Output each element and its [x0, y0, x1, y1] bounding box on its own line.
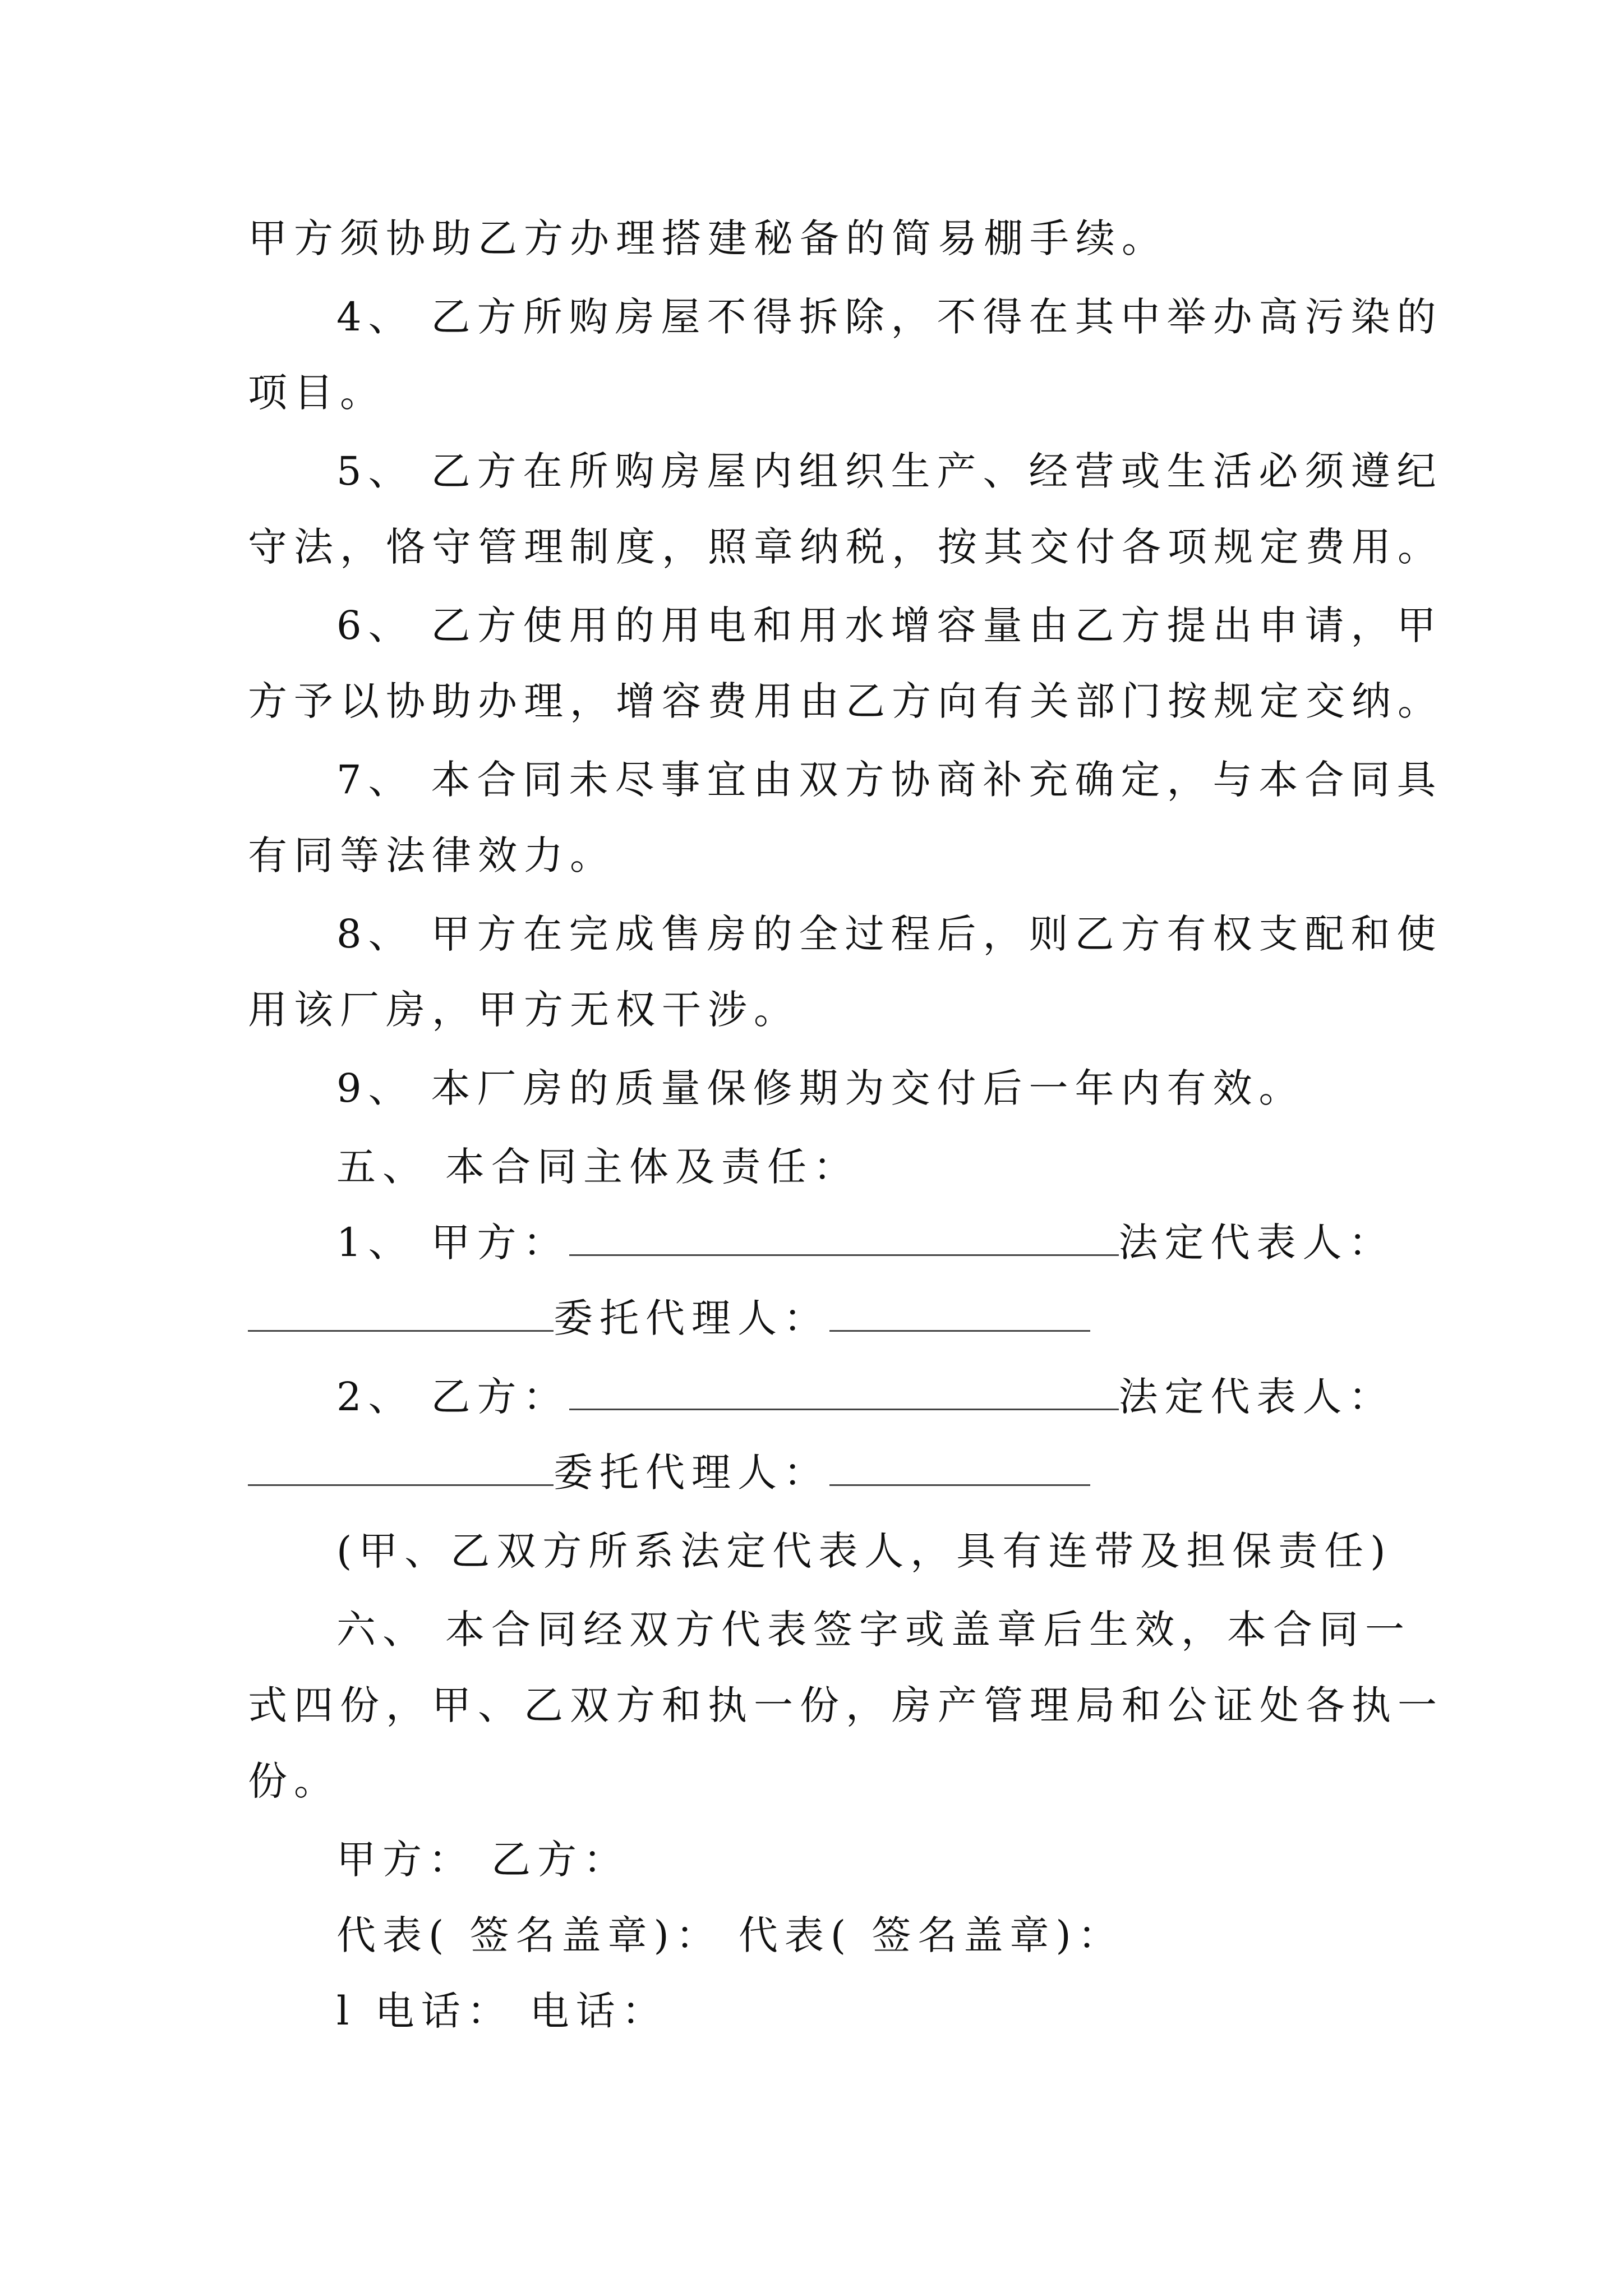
clause-text: 乙方在所购房屋内组织生产、经营或生活必须遵纪	[431, 448, 1443, 494]
signature-representatives	[336, 1907, 1486, 1963]
party-2-name-blank[interactable]	[569, 1369, 1119, 1410]
signature-rep-a: 代表( 签名盖章)：	[336, 1912, 722, 1958]
party-1-line-2	[248, 1290, 1398, 1346]
clause-8-line-1	[336, 906, 1486, 962]
signature-party-a: 甲方：	[336, 1837, 474, 1883]
section-text: 本合同经双方代表签字或盖章后生效，本合同一	[445, 1607, 1411, 1653]
clause-8-line-2: 用该厂房，甲方无权干涉。	[248, 987, 800, 1033]
clause-number: 4、	[336, 294, 414, 340]
legal-rep-label: 法定代表人：	[1118, 1374, 1395, 1420]
phone-a: l 电话：	[336, 1988, 513, 2034]
clause-4-line-2: 项目。	[248, 370, 386, 416]
party-number: 2、	[336, 1374, 414, 1420]
section-6-line-3: 份。	[248, 1758, 340, 1804]
party-2-line-2	[248, 1444, 1398, 1501]
signature-party-b: 乙方：	[491, 1837, 629, 1883]
signature-phones	[336, 1983, 1486, 2039]
party-1-line-1	[336, 1214, 1486, 1271]
section-title: 本合同主体及责任：	[445, 1144, 859, 1190]
clause-text: 乙方使用的用电和用水增容量由乙方提出申请，甲	[431, 602, 1443, 648]
agent-label: 委托代理人：	[554, 1295, 829, 1341]
party-2-legal-rep-blank[interactable]	[248, 1445, 554, 1486]
party-1-legal-rep-blank[interactable]	[248, 1291, 554, 1332]
liability-note: (甲、乙双方所系法定代表人，具有连带及担保责任)	[336, 1528, 1393, 1574]
legal-rep-label: 法定代表人：	[1118, 1220, 1395, 1266]
signature-rep-b: 代表( 签名盖章)：	[738, 1912, 1124, 1958]
section-number: 六、	[336, 1607, 428, 1653]
clause-6-line-2: 方予以协助办理，增容费用由乙方向有关部门按规定交纳。	[248, 678, 1444, 724]
clause-number: 9、	[336, 1065, 414, 1111]
clause-7-line-2: 有同等法律效力。	[248, 832, 616, 878]
party-1-agent-blank[interactable]	[829, 1291, 1090, 1332]
party-label: 乙方：	[431, 1374, 569, 1420]
party-2-line-1	[336, 1369, 1486, 1425]
clause-3-continuation: 甲方须协助乙方办理搭建秘备的简易棚手续。	[248, 215, 1168, 261]
clause-number: 7、	[336, 757, 414, 803]
agent-label: 委托代理人：	[554, 1450, 829, 1496]
party-2-agent-blank[interactable]	[829, 1445, 1090, 1486]
signature-parties	[336, 1832, 1486, 1888]
clause-text: 甲方在完成售房的全过程后，则乙方有权支配和使	[431, 911, 1443, 957]
clause-5-line-1	[336, 443, 1486, 499]
party-number: 1、	[336, 1220, 414, 1266]
clause-7-line-1	[336, 752, 1486, 808]
clause-9-line-1	[336, 1060, 1486, 1116]
phone-b: 电话：	[529, 1988, 668, 2034]
clause-number: 8、	[336, 911, 414, 957]
party-1-name-blank[interactable]	[569, 1215, 1119, 1256]
section-6-line-2: 式四份，甲、乙双方和执一份，房产管理局和公证处各执一	[248, 1682, 1444, 1728]
clause-text: 乙方所购房屋不得拆除，不得在其中举办高污染的	[431, 294, 1443, 340]
clause-text: 本合同未尽事宜由双方协商补充确定，与本合同具	[431, 757, 1443, 803]
section-5-heading	[336, 1139, 1486, 1195]
clause-6-line-1	[336, 597, 1486, 654]
clause-text: 本厂房的质量保修期为交付后一年内有效。	[431, 1065, 1305, 1111]
clause-number: 6、	[336, 602, 414, 648]
party-label: 甲方：	[431, 1220, 569, 1266]
clause-5-line-2: 守法，恪守管理制度，照章纳税，按其交付各项规定费用。	[248, 524, 1444, 570]
section-6-line-1	[336, 1602, 1486, 1658]
clause-4-line-1	[336, 289, 1486, 345]
clause-number: 5、	[336, 448, 414, 494]
section-number: 五、	[336, 1144, 428, 1190]
